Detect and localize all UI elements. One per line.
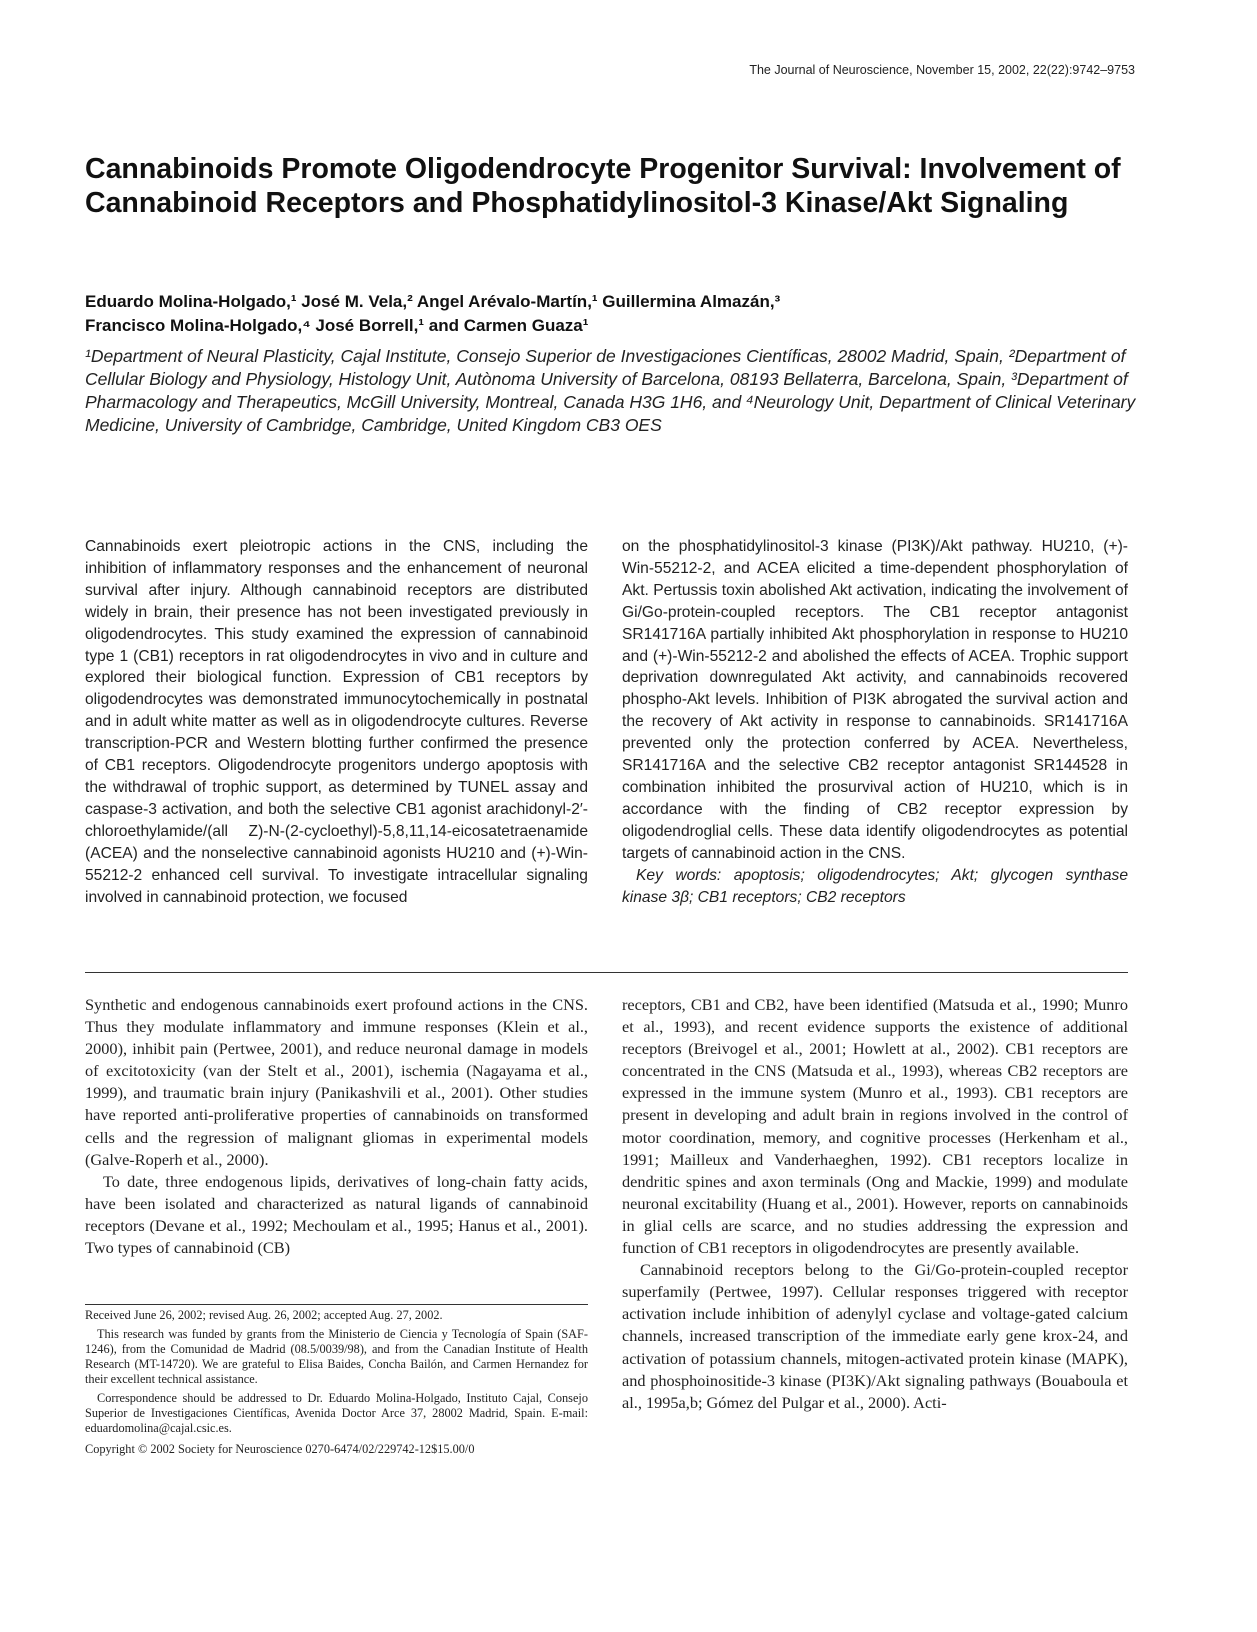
copyright-line: Copyright © 2002 Society for Neuroscience 0270-6474/02/229742-12$15.00/0 [85,1442,475,1456]
correspondence-note: Correspondence should be addressed to Dr. Eduardo Molina-Holgado, Instituto Cajal, Consejo Superior de Investigaciones Científicas, Avenida Doctor Arce 37, 28002 Madrid, Spain. E-mail: eduardomolina@cajal.csic.es. [85,1391,588,1435]
abstract-right-column [622,536,1128,908]
abstract-text-right: on the phosphatidylinositol-3 kinase (PI3K)/Akt pathway. HU210, (+)-Win-55212-2, and ACEA elicited a time-dependent phosphorylation of Akt. Pertussis toxin abolished Akt activation, indicating the involvement of Gi/Go-protein-coupled receptors. The CB1 receptor antagonist SR141716A partially inhibited Akt phosphorylation in response to HU210 and (+)-Win-55212-2 and abolished the effects of ACEA. Trophic support deprivation downregulated Akt activity, and cannabinoids recovered phospho-Akt levels. Inhibition of PI3K abrogated the survival action and the recovery of Akt activity in response to cannabinoids. SR141716A prevented only the protection conferred by ACEA. Nevertheless, SR141716A and the selective CB2 receptor antagonist SR144528 in combination inhibited the prosurvival action of HU210, which is in accordance with the finding of CB2 receptor expression by oligodendroglial cells. These data identify oligodendrocytes as potential targets of cannabinoid action in the CNS. [622,538,1128,862]
funding-note: This research was funded by grants from the Ministerio de Ciencia y Tecnología of Spain (SAF-1246), from the Comunidad de Madrid (08.5/0039/98), and from the Canadian Institute of Health Research (MT-14720). We are grateful to Elisa Baides, Concha Bailón, and Carmen Hernandez for their excellent technical assistance. [85,1327,588,1386]
footnotes [85,1308,588,1461]
author-line-1: Eduardo Molina-Holgado,¹ José M. Vela,² Angel Arévalo-Martín,¹ Guillermina Almazán,³ [85,292,781,311]
running-head: The Journal of Neuroscience, November 15, 2002, 22(22):9742–9753 [749,63,1135,77]
abstract-left-column [85,536,588,908]
abstract-text-left: Cannabinoids exert pleiotropic actions in the CNS, including the inhibition of inflammatory responses and the enhancement of neuronal survival after injury. Although cannabinoid receptors are distributed widely in brain, their presence has not been investigated previously in oligodendrocytes. This study examined the expression of cannabinoid type 1 (CB1) receptors in rat oligodendrocytes in vivo and in culture and explored their biological function. Expression of CB1 receptors by oligodendrocytes was demonstrated immunocytochemically in postnatal and in adult white matter as well as in oligodendrocyte cultures. Reverse transcription-PCR and Western blotting further confirmed the presence of CB1 receptors. Oligodendrocyte progenitors undergo apoptosis with the withdrawal of trophic support, as determined by TUNEL assay and caspase-3 activation, and both the selective CB1 agonist arachidonyl-2′-chloroethylamide/(all Z)-N-(2-cycloethyl)-5,8,11,14-eicosatetraenamide (ACEA) and the nonselective cannabinoid agonists HU210 and (+)-Win-55212-2 enhanced cell survival. To investigate intracellular signaling involved in cannabinoid protection, we focused [85,538,588,906]
keywords: Key words: apoptosis; oligodendrocytes; Akt; glycogen synthase kinase 3β; CB1 receptors; CB2 receptors [622,866,1128,906]
author-list [85,290,1165,338]
body-paragraph: Cannabinoid receptors belong to the Gi/Go-protein-coupled receptor superfamily (Pertwee, 1997). Cellular responses triggered with receptor activation include inhibition of adenylyl cyclase and voltage-gated calcium channels, increased transcription of the immediate early gene krox-24, and activation of potassium channels, mitogen-activated protein kinase (MAPK), and phosphoinositide-3 kinase (PI3K)/Akt signaling pathways (Bouaboula et al., 1995a,b; Gómez del Pulgar et al., 2000). Acti- [622,1260,1128,1412]
body-paragraph: receptors, CB1 and CB2, have been identified (Matsuda et al., 1990; Munro et al., 1993), and recent evidence supports the existence of additional receptors (Breivogel et al., 2001; Howlett at al., 2002). CB1 receptors are concentrated in the CNS (Matsuda et al., 1993), whereas CB2 receptors are expressed in the immune system (Munro et al., 1993). CB1 receptors are present in developing and adult brain in regions involved in the control of motor coordination, memory, and cognitive processes (Herkenham et al., 1991; Mailleux and Vanderhaeghen, 1992). CB1 receptors localize in dendritic spines and axon terminals (Ong and Mackie, 1999) and modulate neuronal excitability (Huang et al., 2001). However, reports on cannabinoids in glial cells are scarce, and no studies addressing the expression and function of CB1 receptors in oligodendrocytes are presently available. [622,995,1128,1258]
body-paragraph: To date, three endogenous lipids, derivatives of long-chain fatty acids, have been isolated and characterized as natural ligands of cannabinoid receptors (Devane et al., 1992; Mechoulam et al., 1995; Hanus et al., 2001). Two types of cannabinoid (CB) [85,1171,588,1258]
footnote-divider [85,1304,588,1305]
article-title: Cannabinoids Promote Oligodendrocyte Progenitor Survival: Involvement of Cannabinoid Receptors and Phosphatidylinositol-3 Kinase/Akt Signaling [85,153,1121,219]
body-right-column [622,994,1128,1414]
body-left-column [85,994,588,1259]
body-paragraph: Synthetic and endogenous cannabinoids exert profound actions in the CNS. Thus they modulate inflammatory and immune responses (Klein et al., 2000), inhibit pain (Pertwee, 2001), and reduce neuronal damage in models of excitotoxicity (van der Stelt et al., 2001), ischemia (Nagayama et al., 1999), and traumatic brain injury (Panikashvili et al., 2001). Other studies have reported anti-proliferative properties of cannabinoids on transformed cells and the regression of malignant gliomas in experimental models (Galve-Roperh et al., 2000). [85,995,588,1169]
affiliations: ¹Department of Neural Plasticity, Cajal Institute, Consejo Superior de Investigaciones Científicas, 28002 Madrid, Spain, ²Department of Cellular Biology and Physiology, Histology Unit, Autònoma University of Barcelona, 08193 Bellaterra, Barcelona, Spain, ³Department of Pharmacology and Therapeutics, McGill University, Montreal, Canada H3G 1H6, and ⁴Neurology Unit, Department of Clinical Veterinary Medicine, University of Cambridge, Cambridge, United Kingdom CB3 OES [85,346,1136,435]
received-dates: Received June 26, 2002; revised Aug. 26, 2002; accepted Aug. 27, 2002. [85,1308,443,1322]
author-line-2: Francisco Molina-Holgado,⁴ José Borrell,¹ and Carmen Guaza¹ [85,316,589,335]
section-divider [85,972,1128,973]
